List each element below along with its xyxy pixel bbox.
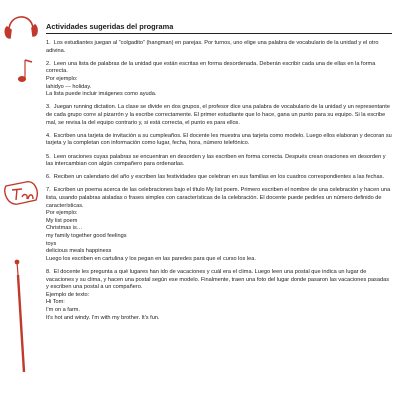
activity-example-line: lahidyo --- holiday. [46, 83, 92, 90]
activity-text: Escriben una tarjeta de invitación a su cumpleaños. El docente les muestra una tarjeta como modelo. Luego ellos elaboran y decoran su tarjeta y la completan con información como lugar, fecha, hora, número telefónico. [46, 132, 392, 147]
tam-label-icon [5, 182, 38, 204]
activity-paragraph [46, 40, 392, 55]
activity-paragraph [46, 133, 392, 148]
activity-example-line: Christmas is… [46, 225, 83, 232]
pen-icon [15, 260, 24, 372]
activity-number: 5. [46, 153, 51, 160]
activity-text: Juegan running dictation. La clase se divide en dos grupos, el profesor dice una palabra de vocabulario de la unidad y un representante de cada grupo corre al pizarrón y la escribe correctamente. El primer estudiante que lo hace, gana un punto para su equipo. Si la escribe mal, se revisa la del equipo contrario y, si está correcta, el punto es para ellos. [46, 104, 390, 126]
activity-text: Los estudiantes juegan al “colgadito” (hangman) en parejas. Por turnos, uno elige una palabra de vocabulario de la unidad y el otro adivina. [46, 40, 379, 54]
activity-paragraph [46, 187, 392, 210]
activity-example-line: Por ejemplo: [46, 210, 78, 217]
activity-item [46, 187, 392, 263]
activity-number: 2. [46, 60, 51, 67]
activity-number: 3. [46, 104, 51, 111]
activity-number: 7. [46, 187, 51, 194]
activity-example-line: my family together good feelings [46, 233, 127, 240]
music-note-icon [18, 60, 32, 82]
activity-example-line: My list poem [46, 217, 78, 224]
activity-example-line: I'm on a farm. [46, 306, 81, 313]
activity-item [46, 133, 392, 148]
left-margin-illustrations [0, 0, 44, 400]
activity-paragraph [46, 104, 392, 127]
activity-example-line: Luego los escriben en cartulina y los pegan en las paredes para que el curso los lea. [46, 255, 256, 262]
activity-item [46, 269, 392, 322]
activity-text: Escriben un poema acerca de las celebraciones bajo el título My list poem. Primero escriben el nombre de una celebración y hacen una lista, usando palabras aisladas o frases simples con características de la celebración. El docente puede pedirles un número definido de características. [46, 187, 391, 209]
activity-item [46, 104, 392, 127]
activity-example-line: It's hot and windy. I'm with my brother. It's fun. [46, 314, 160, 321]
activity-example-line: toys [46, 240, 57, 247]
activities-document [46, 22, 392, 394]
activity-example-line: delicious meals happiness [46, 248, 112, 255]
activity-example-line: Hi Tom: [46, 299, 65, 306]
activity-list [46, 40, 392, 322]
activity-text: Reciben un calendario del año y escriben las festividades que celebran en sus familias en los cuadros correspondientes a las fechas. [53, 174, 385, 181]
activity-number: 1. [46, 40, 51, 46]
activity-paragraph [46, 174, 392, 182]
document-title: Actividades sugeridas del programa [46, 22, 174, 31]
activity-number: 4. [46, 132, 51, 139]
activity-example-lines [46, 292, 392, 322]
activity-number: 8. [46, 269, 51, 275]
activity-text: Leen oraciones cuyas palabras se encuentran en desorden y las escriben en forma correcta. Después crean oraciones en desorden y las intercambian con algún compañero para ordenarlas. [46, 153, 386, 168]
activity-example-line: La lista puede incluir imágenes como ayuda. [46, 91, 157, 98]
activity-example-line: Ejemplo de texto: [46, 291, 90, 298]
activity-item [46, 61, 392, 99]
headphones-icon [5, 17, 37, 38]
activity-paragraph [46, 154, 392, 169]
title-divider [46, 33, 392, 34]
activity-example-lines [46, 76, 392, 99]
activity-paragraph [46, 269, 392, 292]
activity-item [46, 174, 392, 182]
activity-example-lines [46, 210, 392, 263]
activity-text: El docente les pregunta a qué lugares han ido de vacaciones y cuál era el clima. Luego leen una postal que indica un lugar de vacaciones y su clima, y hacen una postal según ese modelo. Finalmente, traen una foto del lugar donde pasaron las vacaciones pasadas y escriben una postal a un compañero. [46, 269, 389, 291]
activity-example-line: Por ejemplo: [46, 75, 78, 82]
activity-item [46, 40, 392, 55]
activity-item [46, 154, 392, 169]
activity-paragraph [46, 61, 392, 76]
activity-number: 6. [46, 174, 51, 181]
activity-text: Leen una lista de palabras de la unidad que están escritas en forma desordenada. Deberán escribir cada una de ellas en la forma correcta. [46, 60, 376, 75]
